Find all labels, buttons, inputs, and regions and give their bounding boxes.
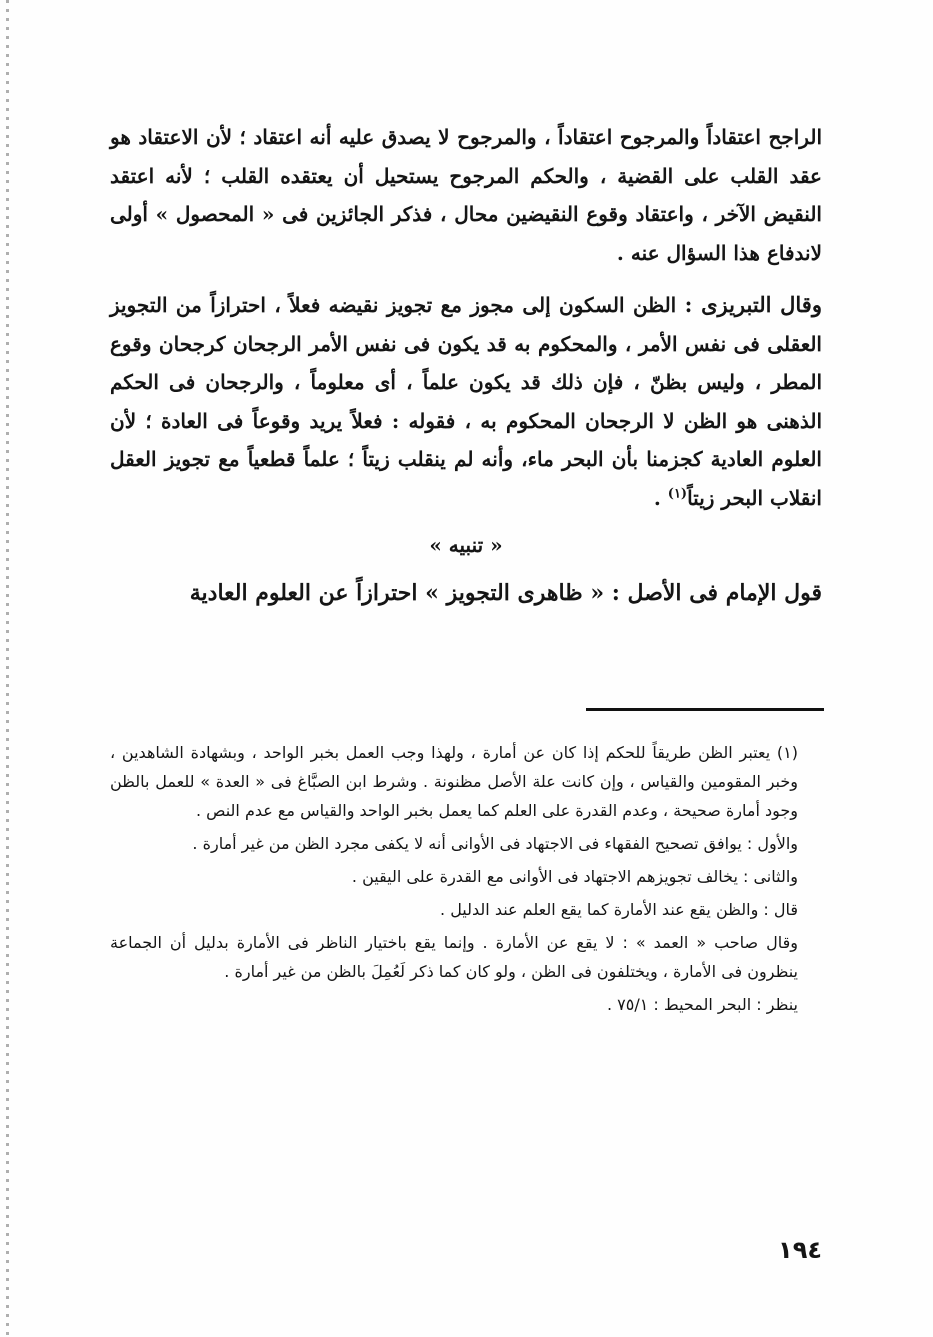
footnote-1: (١) يعتبر الظن طريقاً للحكم إذا كان عن أمارة ، ولهذا وجب العمل بخبر الواحد ، وبشهادة الشاهدين ، وخبر المقومين والقياس ، وإن كانت علة الأصل مظنونة . وشرط ابن الصبَّاغ فى « العدة » للعمل بالظن وجود أمارة صحيحة ، وعدم القدرة على العلم كما يعمل بخبر الواحد والقياس مع عدم النص . xyxy=(110,743,798,820)
main-text xyxy=(110,118,822,613)
footnote-paragraph-2: والأول : يوافق تصحيح الفقهاء فى الاجتهاد فى الأوانى أنه لا يكفى مجرد الظن من غير أمارة . xyxy=(192,834,798,853)
binding-edge-dots xyxy=(6,0,9,1337)
paragraph-2 xyxy=(110,286,822,517)
paragraph-2-lead: وقال التبريزى : xyxy=(684,292,822,317)
page-number: ١٩٤ xyxy=(778,1236,822,1264)
paragraph-1: الراجح اعتقاداً والمرجوح اعتقاداً ، والمرجوح لا يصدق عليه أنه اعتقاد ؛ لأن الاعتقاد هو عقد القلب على القضية ، والحكم المرجوح يستحيل أن يعتقده القلب ؛ لأنه اعتقد النقيض الآخر ، واعتقاد وقوع النقيضين محال ، فذكر الجائزين فى « المحصول » أولى لاندفاع هذا السؤال عنه . xyxy=(110,125,822,265)
footnote-reference: (١) xyxy=(667,485,688,501)
footnote-paragraph-5: وقال صاحب « العمد » : لا يقع عن الأمارة . وإنما يقع باختيار الناظر فى الأمارة بدليل أن الجماعة ينظرون فى الأمارة ، ويختلفون فى الظن ، ولو كان كما ذكر لَعُمِلَ بالظن من غير أمارة . xyxy=(110,933,798,981)
footnote-paragraph-3: والثانى : يخالف تجويزهم الاجتهاد فى الأوانى مع القدرة على اليقين . xyxy=(351,867,798,886)
footnote-separator-rule xyxy=(586,708,824,711)
footnote-source-reference: ينظر : البحر المحيط : ٧٥/١ . xyxy=(606,995,798,1014)
paragraph-2-body: الظن السكون إلى مجوز مع تجويز نقيضه فعلاً ، احترازاً من التجويز العقلى فى نفس الأمر ، والمحكوم به قد يكون فى نفس الأمر الرجحان كرجحان وقوع المطر ، وليس بظنّ ، فإن ذلك قد يكون علماً ، أى معلوماً ، والرجحان فى الحكم الذهنى هو الظن لا الرجحان المحكوم به ، فقوله : فعلاً يريد وقوعاً فى العادة ؛ لأن العلوم العادية كجزمنا بأن البحر ماء، وأنه لم ينقلب زيتاً ؛ علماً قطعياً مع تجويز العقل انقلاب البحر زيتاً xyxy=(110,293,822,510)
lead-line: قول الإمام فى الأصل : « ظاهرى التجويز » احترازاً عن العلوم العادية xyxy=(189,580,822,606)
footnote-paragraph-4: قال : والظن يقع عند الأمارة كما يقع العلم عند الدليل . xyxy=(440,900,798,919)
footnotes-block xyxy=(110,738,822,1019)
paragraph-2-end: . xyxy=(653,485,668,510)
section-heading: « تنبيه » xyxy=(429,533,503,557)
